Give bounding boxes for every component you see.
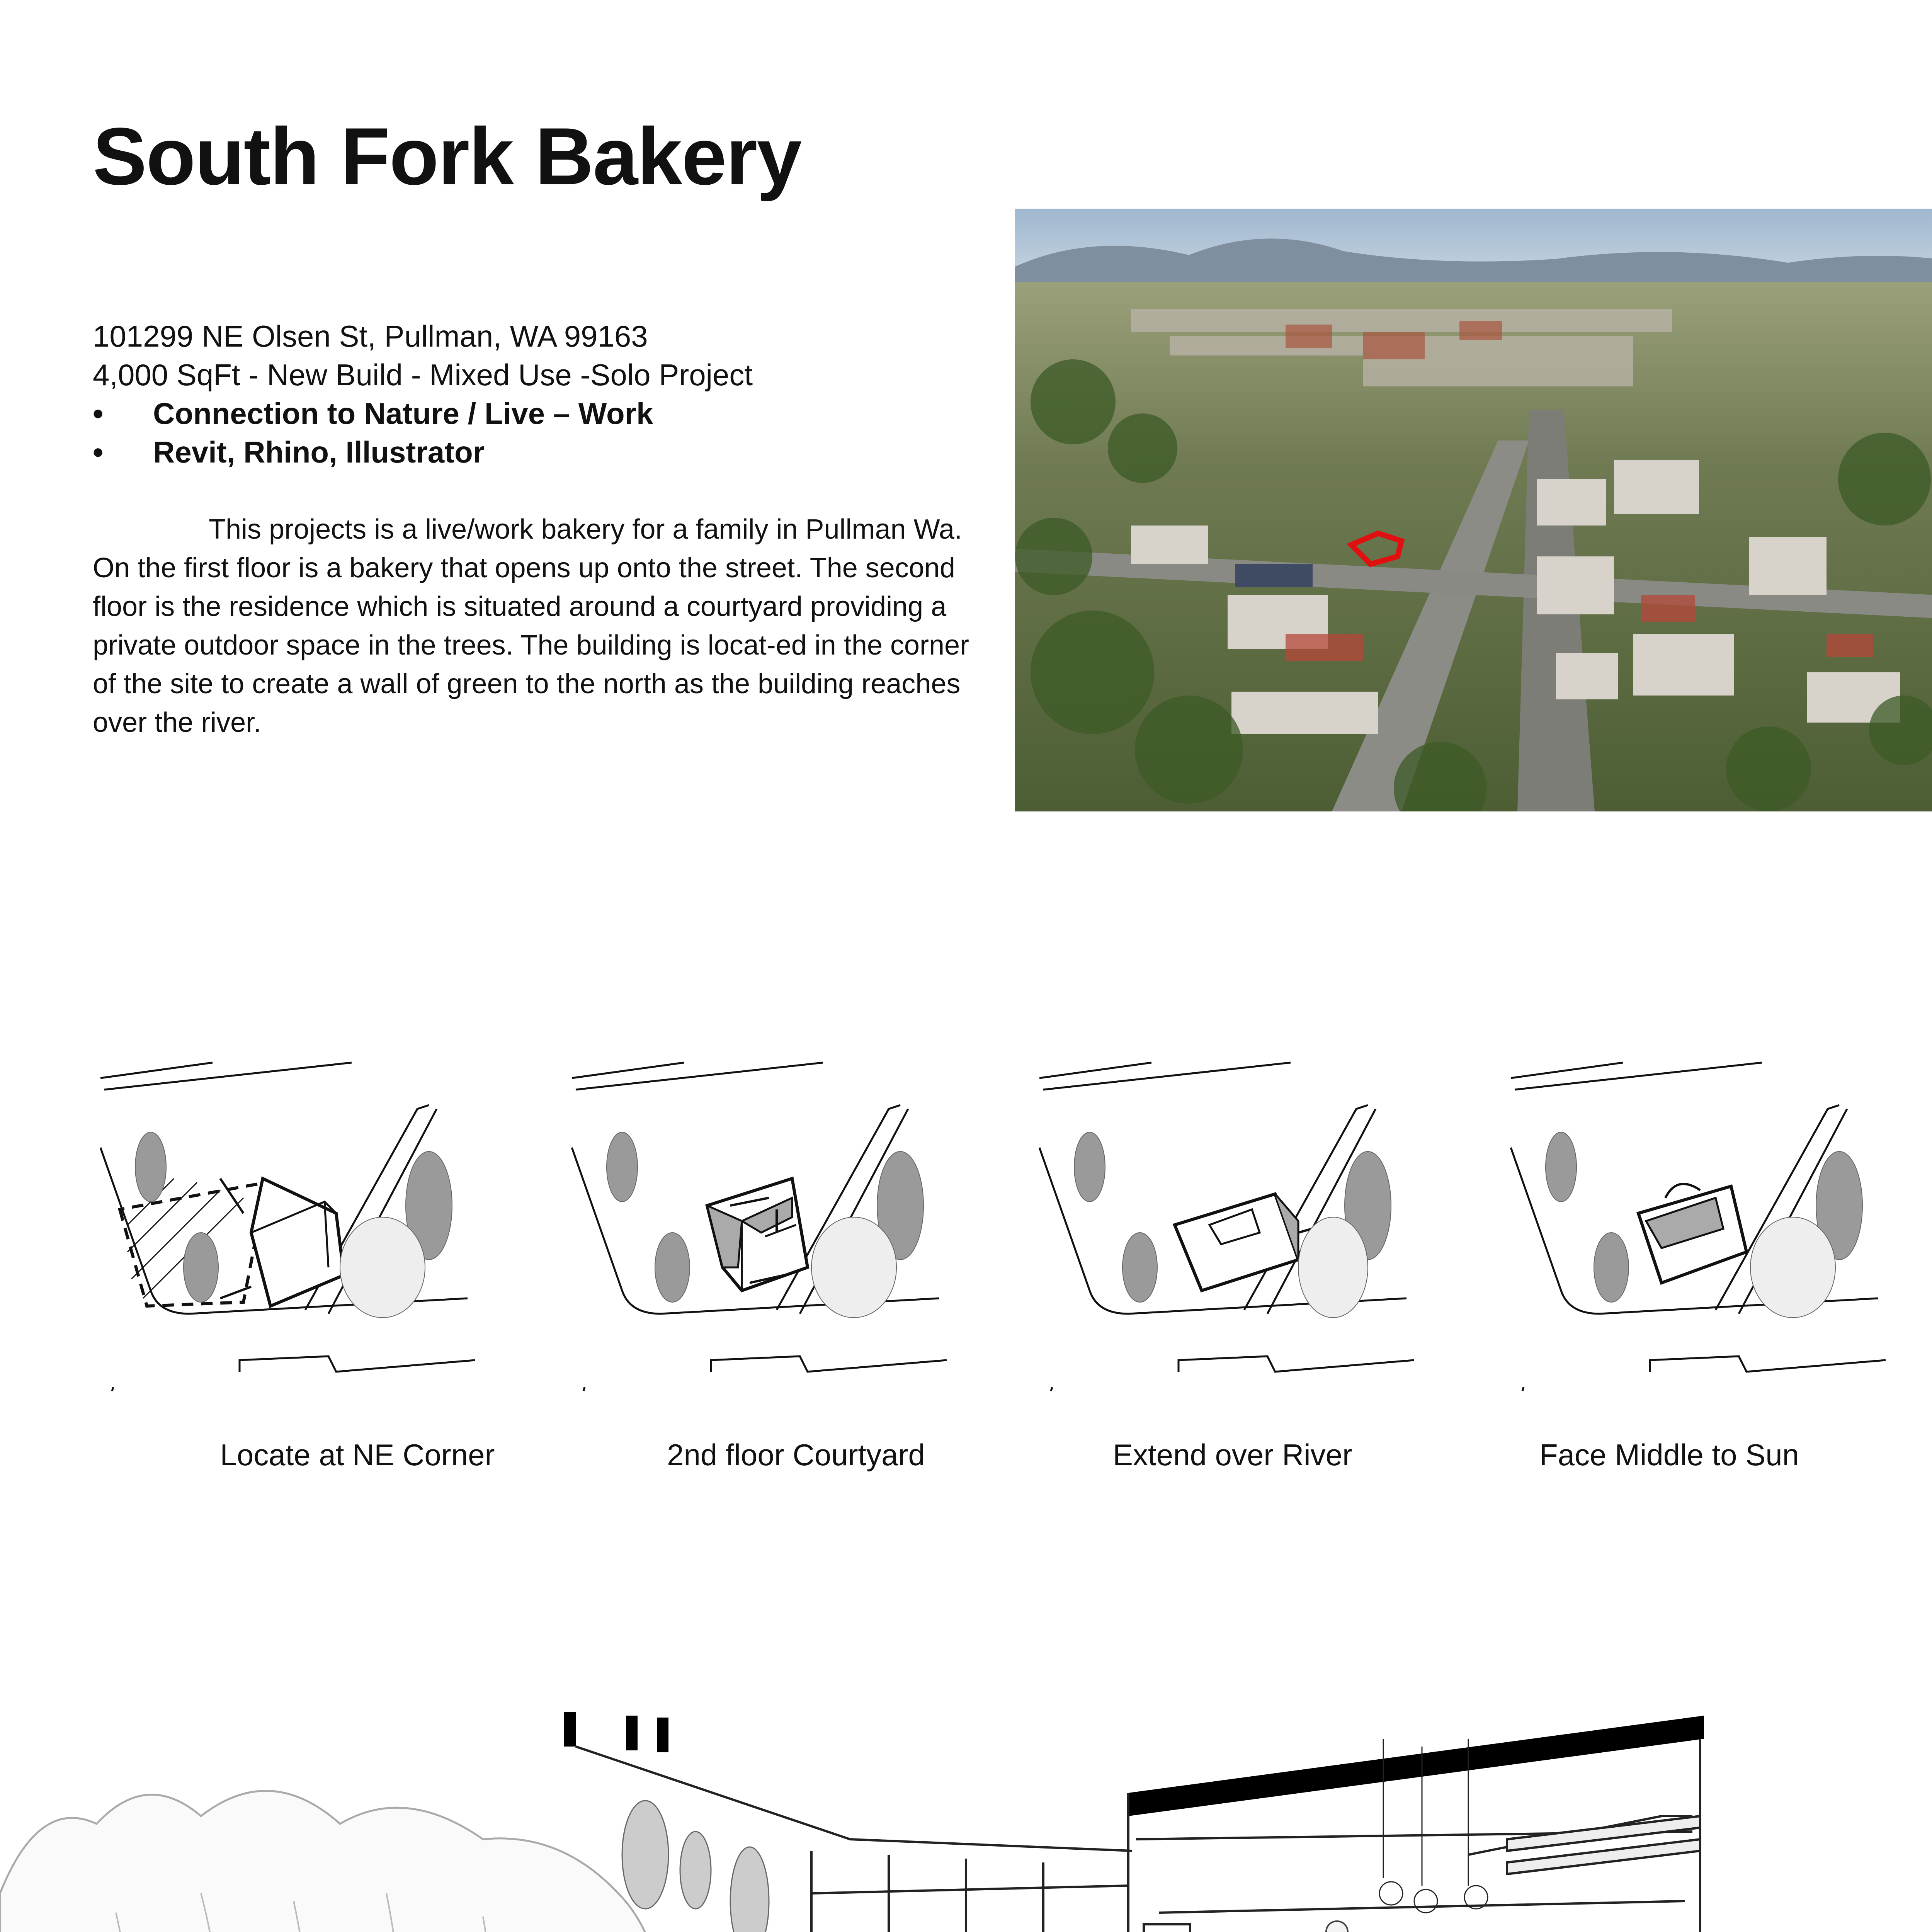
project-description (93, 510, 997, 742)
diagram-caption: 2nd floor Courtyard (667, 1438, 925, 1472)
east-section-drawing (0, 1623, 1932, 1932)
bullet-item (93, 433, 753, 471)
aerial-site-photo (1015, 209, 1932, 811)
diagram-caption: Extend over River (1113, 1438, 1352, 1472)
page-title: South Fork Bakery (93, 111, 801, 202)
diagram-caption: Face Middle to Sun (1539, 1438, 1799, 1472)
diagram-locate-ne-corner (89, 1051, 475, 1414)
diagram-caption: Locate at NE Corner (220, 1438, 495, 1472)
diagram-second-floor-courtyard (560, 1051, 947, 1414)
bullet-text: Connection to Nature / Live – Work (153, 396, 653, 430)
bullet-marker: • (93, 435, 104, 469)
project-info (93, 317, 753, 471)
project-summary: 4,000 SqFt - New Build - Mixed Use -Solo Project (93, 358, 753, 392)
diagram-face-middle-to-sun (1499, 1051, 1886, 1414)
bullet-item (93, 394, 753, 433)
bullet-text: Revit, Rhino, Illustrator (153, 435, 485, 469)
description-text: This projects is a live/work bakery for a family in Pullman Wa. On the first floor is a bakery that opens up onto the street. The second floor is the residence which is situated around a courtyard providing a private outdoor space in the trees. The building is locat-ed in the corner of the site to create a wall of green to the north as the building reaches over the river. (93, 514, 969, 738)
diagram-extend-over-river (1028, 1051, 1414, 1414)
bullet-marker: • (93, 396, 104, 430)
project-address: 101299 NE Olsen St, Pullman, WA 99163 (93, 319, 648, 353)
